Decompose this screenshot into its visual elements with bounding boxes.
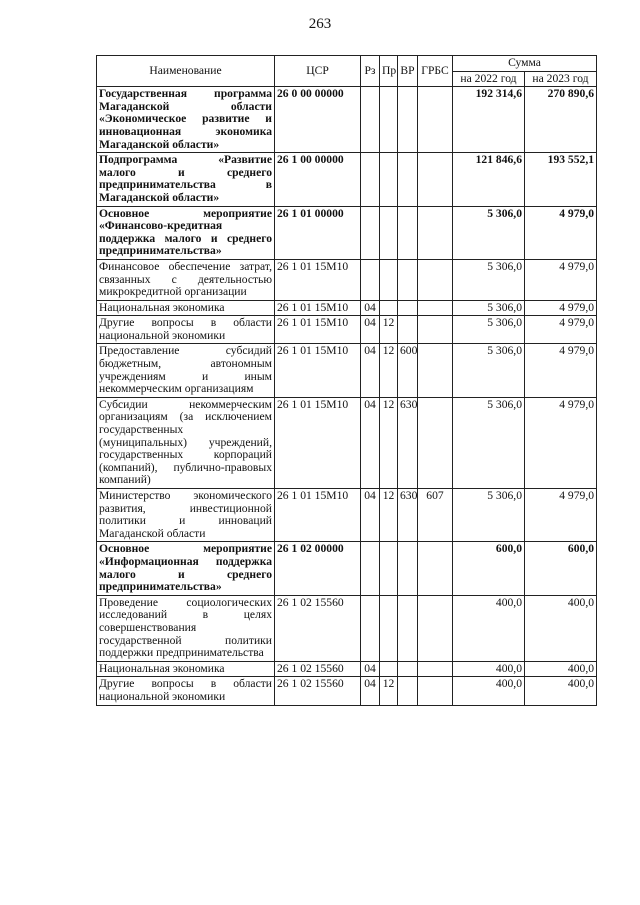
table-row bbox=[97, 661, 597, 677]
row-rz: 04 bbox=[361, 677, 380, 705]
row-vr: 600 bbox=[398, 344, 418, 397]
row-pr bbox=[380, 153, 398, 206]
table-row bbox=[97, 206, 597, 259]
row-name: Министерство экономического развития, инвестиционной политики и инноваций Магаданской области bbox=[97, 489, 275, 542]
row-2023: 400,0 bbox=[525, 677, 597, 705]
row-vr: 630 bbox=[398, 397, 418, 488]
row-vr bbox=[398, 300, 418, 316]
row-rz: 04 bbox=[361, 661, 380, 677]
row-name: Другие вопросы в области национальной экономики bbox=[97, 316, 275, 344]
table-row bbox=[97, 397, 597, 488]
row-grbs bbox=[418, 661, 453, 677]
row-csr: 26 1 02 15560 bbox=[275, 677, 361, 705]
table-row bbox=[97, 259, 597, 300]
row-rz bbox=[361, 87, 380, 153]
row-2022: 5 306,0 bbox=[453, 300, 525, 316]
budget-table bbox=[96, 55, 597, 706]
row-csr: 26 1 00 00000 bbox=[275, 153, 361, 206]
table-row bbox=[97, 153, 597, 206]
row-2023: 400,0 bbox=[525, 661, 597, 677]
row-2022: 5 306,0 bbox=[453, 344, 525, 397]
row-rz bbox=[361, 153, 380, 206]
row-name: Финансовое обеспечение затрат, связанных с деятельностью микрокредитной организации bbox=[97, 259, 275, 300]
row-grbs bbox=[418, 316, 453, 344]
row-name: Субсидии некоммерческим организациям (за исключением государственных (муниципальных) учреждений, государственных корпораций (компаний), публично-правовых компаний) bbox=[97, 397, 275, 488]
row-pr bbox=[380, 595, 398, 661]
row-2023: 4 979,0 bbox=[525, 344, 597, 397]
row-vr bbox=[398, 153, 418, 206]
row-2023: 400,0 bbox=[525, 595, 597, 661]
row-name: Проведение социологических исследований в целях совершенствования государственной политики поддержки предпринимательства bbox=[97, 595, 275, 661]
row-2022: 5 306,0 bbox=[453, 259, 525, 300]
table-row bbox=[97, 87, 597, 153]
row-grbs bbox=[418, 300, 453, 316]
row-name: Основное мероприятие «Финансово-кредитная поддержка малого и среднего предпринимательства» bbox=[97, 206, 275, 259]
row-name: Предоставление субсидий бюджетным, автономным учреждениям и иным некоммерческим организациям bbox=[97, 344, 275, 397]
row-pr bbox=[380, 661, 398, 677]
header-sum: Сумма bbox=[453, 56, 597, 72]
row-rz: 04 bbox=[361, 300, 380, 316]
row-grbs bbox=[418, 595, 453, 661]
table-row bbox=[97, 316, 597, 344]
row-grbs bbox=[418, 344, 453, 397]
row-name: Национальная экономика bbox=[97, 661, 275, 677]
row-rz bbox=[361, 206, 380, 259]
row-csr: 26 1 02 15560 bbox=[275, 661, 361, 677]
row-rz: 04 bbox=[361, 489, 380, 542]
table-header bbox=[97, 56, 597, 87]
row-vr bbox=[398, 542, 418, 595]
row-vr bbox=[398, 677, 418, 705]
row-2023: 193 552,1 bbox=[525, 153, 597, 206]
table-row bbox=[97, 344, 597, 397]
row-2022: 5 306,0 bbox=[453, 316, 525, 344]
row-name: Другие вопросы в области национальной экономики bbox=[97, 677, 275, 705]
row-csr: 26 1 01 15М10 bbox=[275, 397, 361, 488]
header-pr: Пр bbox=[380, 56, 398, 87]
row-2023: 270 890,6 bbox=[525, 87, 597, 153]
row-vr bbox=[398, 259, 418, 300]
row-vr bbox=[398, 87, 418, 153]
row-vr bbox=[398, 316, 418, 344]
row-2023: 4 979,0 bbox=[525, 206, 597, 259]
header-year-2023: на 2023 год bbox=[525, 71, 597, 87]
row-pr bbox=[380, 206, 398, 259]
row-grbs bbox=[418, 153, 453, 206]
row-grbs bbox=[418, 542, 453, 595]
row-pr: 12 bbox=[380, 677, 398, 705]
row-vr bbox=[398, 206, 418, 259]
row-rz: 04 bbox=[361, 316, 380, 344]
row-rz bbox=[361, 542, 380, 595]
page-number: 263 bbox=[308, 16, 332, 32]
row-grbs: 607 bbox=[418, 489, 453, 542]
row-grbs bbox=[418, 259, 453, 300]
header-name: Наименование bbox=[97, 56, 275, 87]
row-vr: 630 bbox=[398, 489, 418, 542]
row-pr: 12 bbox=[380, 397, 398, 488]
table-row bbox=[97, 489, 597, 542]
row-name: Государственная программа Магаданской области «Экономическое развитие и инновационная экономика Магаданской области» bbox=[97, 87, 275, 153]
row-grbs bbox=[418, 206, 453, 259]
row-vr bbox=[398, 595, 418, 661]
table-body bbox=[97, 87, 597, 705]
row-2022: 400,0 bbox=[453, 595, 525, 661]
row-name: Подпрограмма «Развитие малого и среднего предпринимательства в Магаданской области» bbox=[97, 153, 275, 206]
row-csr: 26 1 01 15М10 bbox=[275, 300, 361, 316]
row-csr: 26 1 02 00000 bbox=[275, 542, 361, 595]
header-vr: ВР bbox=[398, 56, 418, 87]
row-rz: 04 bbox=[361, 397, 380, 488]
table-row bbox=[97, 300, 597, 316]
row-2022: 400,0 bbox=[453, 677, 525, 705]
row-csr: 26 1 01 15М10 bbox=[275, 316, 361, 344]
header-year-2022: на 2022 год bbox=[453, 71, 525, 87]
header-rz: Рз bbox=[361, 56, 380, 87]
row-2022: 400,0 bbox=[453, 661, 525, 677]
row-2023: 4 979,0 bbox=[525, 316, 597, 344]
row-csr: 26 1 02 15560 bbox=[275, 595, 361, 661]
row-2023: 4 979,0 bbox=[525, 259, 597, 300]
row-csr: 26 1 01 15М10 bbox=[275, 344, 361, 397]
row-2022: 600,0 bbox=[453, 542, 525, 595]
row-2023: 4 979,0 bbox=[525, 397, 597, 488]
header-grbs: ГРБС bbox=[418, 56, 453, 87]
row-rz bbox=[361, 259, 380, 300]
row-pr: 12 bbox=[380, 316, 398, 344]
row-grbs bbox=[418, 677, 453, 705]
row-2023: 600,0 bbox=[525, 542, 597, 595]
row-2022: 5 306,0 bbox=[453, 206, 525, 259]
row-pr bbox=[380, 259, 398, 300]
row-vr bbox=[398, 661, 418, 677]
row-rz: 04 bbox=[361, 344, 380, 397]
row-2022: 5 306,0 bbox=[453, 397, 525, 488]
row-pr: 12 bbox=[380, 489, 398, 542]
row-grbs bbox=[418, 397, 453, 488]
row-csr: 26 0 00 00000 bbox=[275, 87, 361, 153]
table-row bbox=[97, 542, 597, 595]
table-row bbox=[97, 595, 597, 661]
row-name: Национальная экономика bbox=[97, 300, 275, 316]
table-row bbox=[97, 677, 597, 705]
row-pr bbox=[380, 87, 398, 153]
header-csr: ЦСР bbox=[275, 56, 361, 87]
row-rz bbox=[361, 595, 380, 661]
row-csr: 26 1 01 15М10 bbox=[275, 259, 361, 300]
row-name: Основное мероприятие «Информационная поддержка малого и среднего предпринимательства» bbox=[97, 542, 275, 595]
row-pr bbox=[380, 542, 398, 595]
row-grbs bbox=[418, 87, 453, 153]
row-2023: 4 979,0 bbox=[525, 300, 597, 316]
row-2022: 121 846,6 bbox=[453, 153, 525, 206]
row-2023: 4 979,0 bbox=[525, 489, 597, 542]
row-pr bbox=[380, 300, 398, 316]
row-csr: 26 1 01 15М10 bbox=[275, 489, 361, 542]
row-pr: 12 bbox=[380, 344, 398, 397]
row-csr: 26 1 01 00000 bbox=[275, 206, 361, 259]
row-2022: 5 306,0 bbox=[453, 489, 525, 542]
row-2022: 192 314,6 bbox=[453, 87, 525, 153]
